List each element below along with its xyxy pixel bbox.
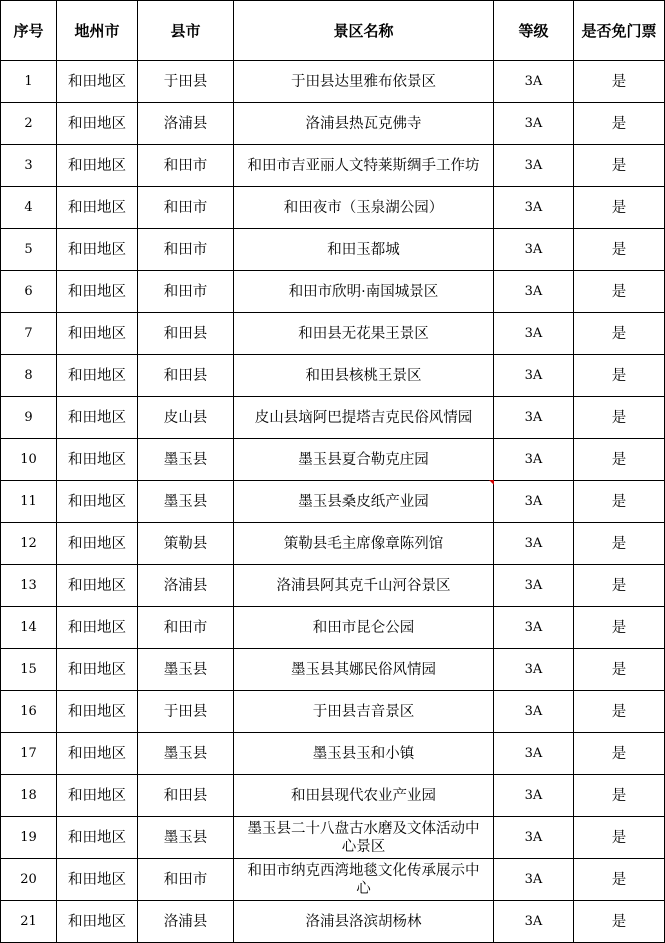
cell-county: 墨玉县: [138, 439, 234, 481]
cell-level: 3A: [494, 565, 574, 607]
cell-index: 18: [1, 775, 57, 817]
cell-index: 12: [1, 523, 57, 565]
cell-index: 5: [1, 229, 57, 271]
cell-county: 墨玉县: [138, 649, 234, 691]
table-row: [1, 523, 665, 565]
cell-level: 3A: [494, 859, 574, 901]
cell-free-admission: 是: [574, 397, 665, 439]
cell-index: 10: [1, 439, 57, 481]
table-row: [1, 691, 665, 733]
header-free-admission: 是否免门票: [574, 1, 665, 61]
cell-county: 洛浦县: [138, 103, 234, 145]
cell-county: 和田市: [138, 607, 234, 649]
cell-index: 17: [1, 733, 57, 775]
cell-index: 19: [1, 817, 57, 859]
cell-county: 洛浦县: [138, 901, 234, 943]
cell-free-admission: 是: [574, 523, 665, 565]
cell-index: 7: [1, 313, 57, 355]
table-row: [1, 859, 665, 901]
cell-prefecture: 和田地区: [57, 901, 138, 943]
cell-level: 3A: [494, 145, 574, 187]
cell-index: 20: [1, 859, 57, 901]
table-header: [1, 1, 665, 61]
table-row: [1, 565, 665, 607]
cell-scenic-name: 和田市欣明·南国城景区: [234, 271, 494, 313]
cell-prefecture: 和田地区: [57, 523, 138, 565]
cell-county: 于田县: [138, 61, 234, 103]
header-row: [1, 1, 665, 61]
cell-free-admission: 是: [574, 481, 665, 523]
cell-level: 3A: [494, 187, 574, 229]
cell-level: 3A: [494, 397, 574, 439]
table-row: [1, 733, 665, 775]
comment-marker: [489, 480, 494, 485]
cell-county: 和田市: [138, 859, 234, 901]
cell-scenic-name: 洛浦县洛滨胡杨林: [234, 901, 494, 943]
cell-county: 和田县: [138, 775, 234, 817]
table-row: [1, 313, 665, 355]
header-prefecture: 地州市: [57, 1, 138, 61]
cell-prefecture: 和田地区: [57, 397, 138, 439]
cell-index: 6: [1, 271, 57, 313]
table-row: [1, 271, 665, 313]
cell-level: 3A: [494, 229, 574, 271]
cell-free-admission: 是: [574, 439, 665, 481]
cell-index: 2: [1, 103, 57, 145]
table-row: [1, 187, 665, 229]
cell-scenic-name: 和田市纳克西湾地毯文化传承展示中心: [234, 859, 494, 901]
cell-scenic-name: 于田县达里雅布依景区: [234, 61, 494, 103]
cell-county: 洛浦县: [138, 565, 234, 607]
table-row: [1, 481, 665, 523]
cell-free-admission: 是: [574, 271, 665, 313]
cell-level: 3A: [494, 817, 574, 859]
cell-scenic-name: 策勒县毛主席像章陈列馆: [234, 523, 494, 565]
cell-free-admission: 是: [574, 901, 665, 943]
cell-county: 墨玉县: [138, 733, 234, 775]
cell-index: 16: [1, 691, 57, 733]
cell-prefecture: 和田地区: [57, 229, 138, 271]
cell-scenic-name: 和田县现代农业产业园: [234, 775, 494, 817]
cell-level: 3A: [494, 103, 574, 145]
cell-scenic-name: 墨玉县夏合勒克庄园: [234, 439, 494, 481]
cell-level: 3A: [494, 481, 574, 523]
cell-county: 皮山县: [138, 397, 234, 439]
cell-free-admission: 是: [574, 565, 665, 607]
cell-index: 21: [1, 901, 57, 943]
cell-scenic-name: 墨玉县其娜民俗风情园: [234, 649, 494, 691]
cell-prefecture: 和田地区: [57, 775, 138, 817]
cell-index: 13: [1, 565, 57, 607]
header-scenic-name: 景区名称: [234, 1, 494, 61]
cell-index: 9: [1, 397, 57, 439]
cell-level: 3A: [494, 271, 574, 313]
cell-prefecture: 和田地区: [57, 439, 138, 481]
cell-prefecture: 和田地区: [57, 103, 138, 145]
cell-county: 墨玉县: [138, 481, 234, 523]
cell-scenic-name: 和田市吉亚丽人文特莱斯绸手工作坊: [234, 145, 494, 187]
cell-prefecture: 和田地区: [57, 817, 138, 859]
header-index: 序号: [1, 1, 57, 61]
cell-scenic-name: 墨玉县桑皮纸产业园: [234, 481, 494, 523]
header-level: 等级: [494, 1, 574, 61]
cell-level: 3A: [494, 355, 574, 397]
cell-level: 3A: [494, 61, 574, 103]
cell-free-admission: 是: [574, 691, 665, 733]
cell-free-admission: 是: [574, 775, 665, 817]
table-row: [1, 439, 665, 481]
cell-index: 4: [1, 187, 57, 229]
cell-free-admission: 是: [574, 355, 665, 397]
cell-county: 和田县: [138, 313, 234, 355]
cell-county: 于田县: [138, 691, 234, 733]
table-row: [1, 649, 665, 691]
cell-prefecture: 和田地区: [57, 733, 138, 775]
cell-free-admission: 是: [574, 313, 665, 355]
cell-index: 1: [1, 61, 57, 103]
cell-county: 和田县: [138, 355, 234, 397]
cell-index: 11: [1, 481, 57, 523]
cell-index: 14: [1, 607, 57, 649]
cell-prefecture: 和田地区: [57, 187, 138, 229]
cell-level: 3A: [494, 523, 574, 565]
cell-prefecture: 和田地区: [57, 145, 138, 187]
cell-level: 3A: [494, 901, 574, 943]
cell-level: 3A: [494, 439, 574, 481]
cell-free-admission: 是: [574, 103, 665, 145]
cell-county: 策勒县: [138, 523, 234, 565]
cell-scenic-name: 和田夜市（玉泉湖公园）: [234, 187, 494, 229]
cell-prefecture: 和田地区: [57, 355, 138, 397]
cell-prefecture: 和田地区: [57, 271, 138, 313]
cell-free-admission: 是: [574, 145, 665, 187]
cell-index: 15: [1, 649, 57, 691]
cell-scenic-name: 和田市昆仑公园: [234, 607, 494, 649]
cell-free-admission: 是: [574, 607, 665, 649]
cell-county: 和田市: [138, 145, 234, 187]
table-row: [1, 901, 665, 943]
table-row: [1, 607, 665, 649]
cell-prefecture: 和田地区: [57, 313, 138, 355]
cell-scenic-name: 洛浦县热瓦克佛寺: [234, 103, 494, 145]
table-row: [1, 229, 665, 271]
cell-scenic-name: 皮山县垴阿巴提塔吉克民俗风情园: [234, 397, 494, 439]
cell-free-admission: 是: [574, 817, 665, 859]
table-row: [1, 397, 665, 439]
cell-prefecture: 和田地区: [57, 61, 138, 103]
cell-scenic-name: 和田县核桃王景区: [234, 355, 494, 397]
cell-free-admission: 是: [574, 61, 665, 103]
cell-prefecture: 和田地区: [57, 481, 138, 523]
cell-free-admission: 是: [574, 229, 665, 271]
table-row: [1, 817, 665, 859]
cell-free-admission: 是: [574, 187, 665, 229]
cell-county: 和田市: [138, 187, 234, 229]
cell-county: 和田市: [138, 229, 234, 271]
cell-scenic-name: 墨玉县玉和小镇: [234, 733, 494, 775]
cell-level: 3A: [494, 691, 574, 733]
cell-scenic-name: 墨玉县二十八盘古水磨及文体活动中心景区: [234, 817, 494, 859]
cell-county: 和田市: [138, 271, 234, 313]
cell-level: 3A: [494, 649, 574, 691]
table-body: [1, 61, 665, 943]
table-row: [1, 775, 665, 817]
cell-prefecture: 和田地区: [57, 691, 138, 733]
cell-free-admission: 是: [574, 733, 665, 775]
cell-free-admission: 是: [574, 859, 665, 901]
cell-scenic-name: 于田县吉音景区: [234, 691, 494, 733]
cell-level: 3A: [494, 733, 574, 775]
cell-level: 3A: [494, 775, 574, 817]
table-row: [1, 145, 665, 187]
table-row: [1, 61, 665, 103]
cell-county: 墨玉县: [138, 817, 234, 859]
cell-index: 8: [1, 355, 57, 397]
cell-scenic-name: 和田县无花果王景区: [234, 313, 494, 355]
cell-prefecture: 和田地区: [57, 607, 138, 649]
cell-level: 3A: [494, 607, 574, 649]
cell-prefecture: 和田地区: [57, 649, 138, 691]
cell-prefecture: 和田地区: [57, 565, 138, 607]
cell-index: 3: [1, 145, 57, 187]
table-row: [1, 103, 665, 145]
cell-free-admission: 是: [574, 649, 665, 691]
cell-level: 3A: [494, 313, 574, 355]
cell-prefecture: 和田地区: [57, 859, 138, 901]
header-county: 县市: [138, 1, 234, 61]
table-row: [1, 355, 665, 397]
cell-scenic-name: 洛浦县阿其克千山河谷景区: [234, 565, 494, 607]
cell-scenic-name: 和田玉都城: [234, 229, 494, 271]
